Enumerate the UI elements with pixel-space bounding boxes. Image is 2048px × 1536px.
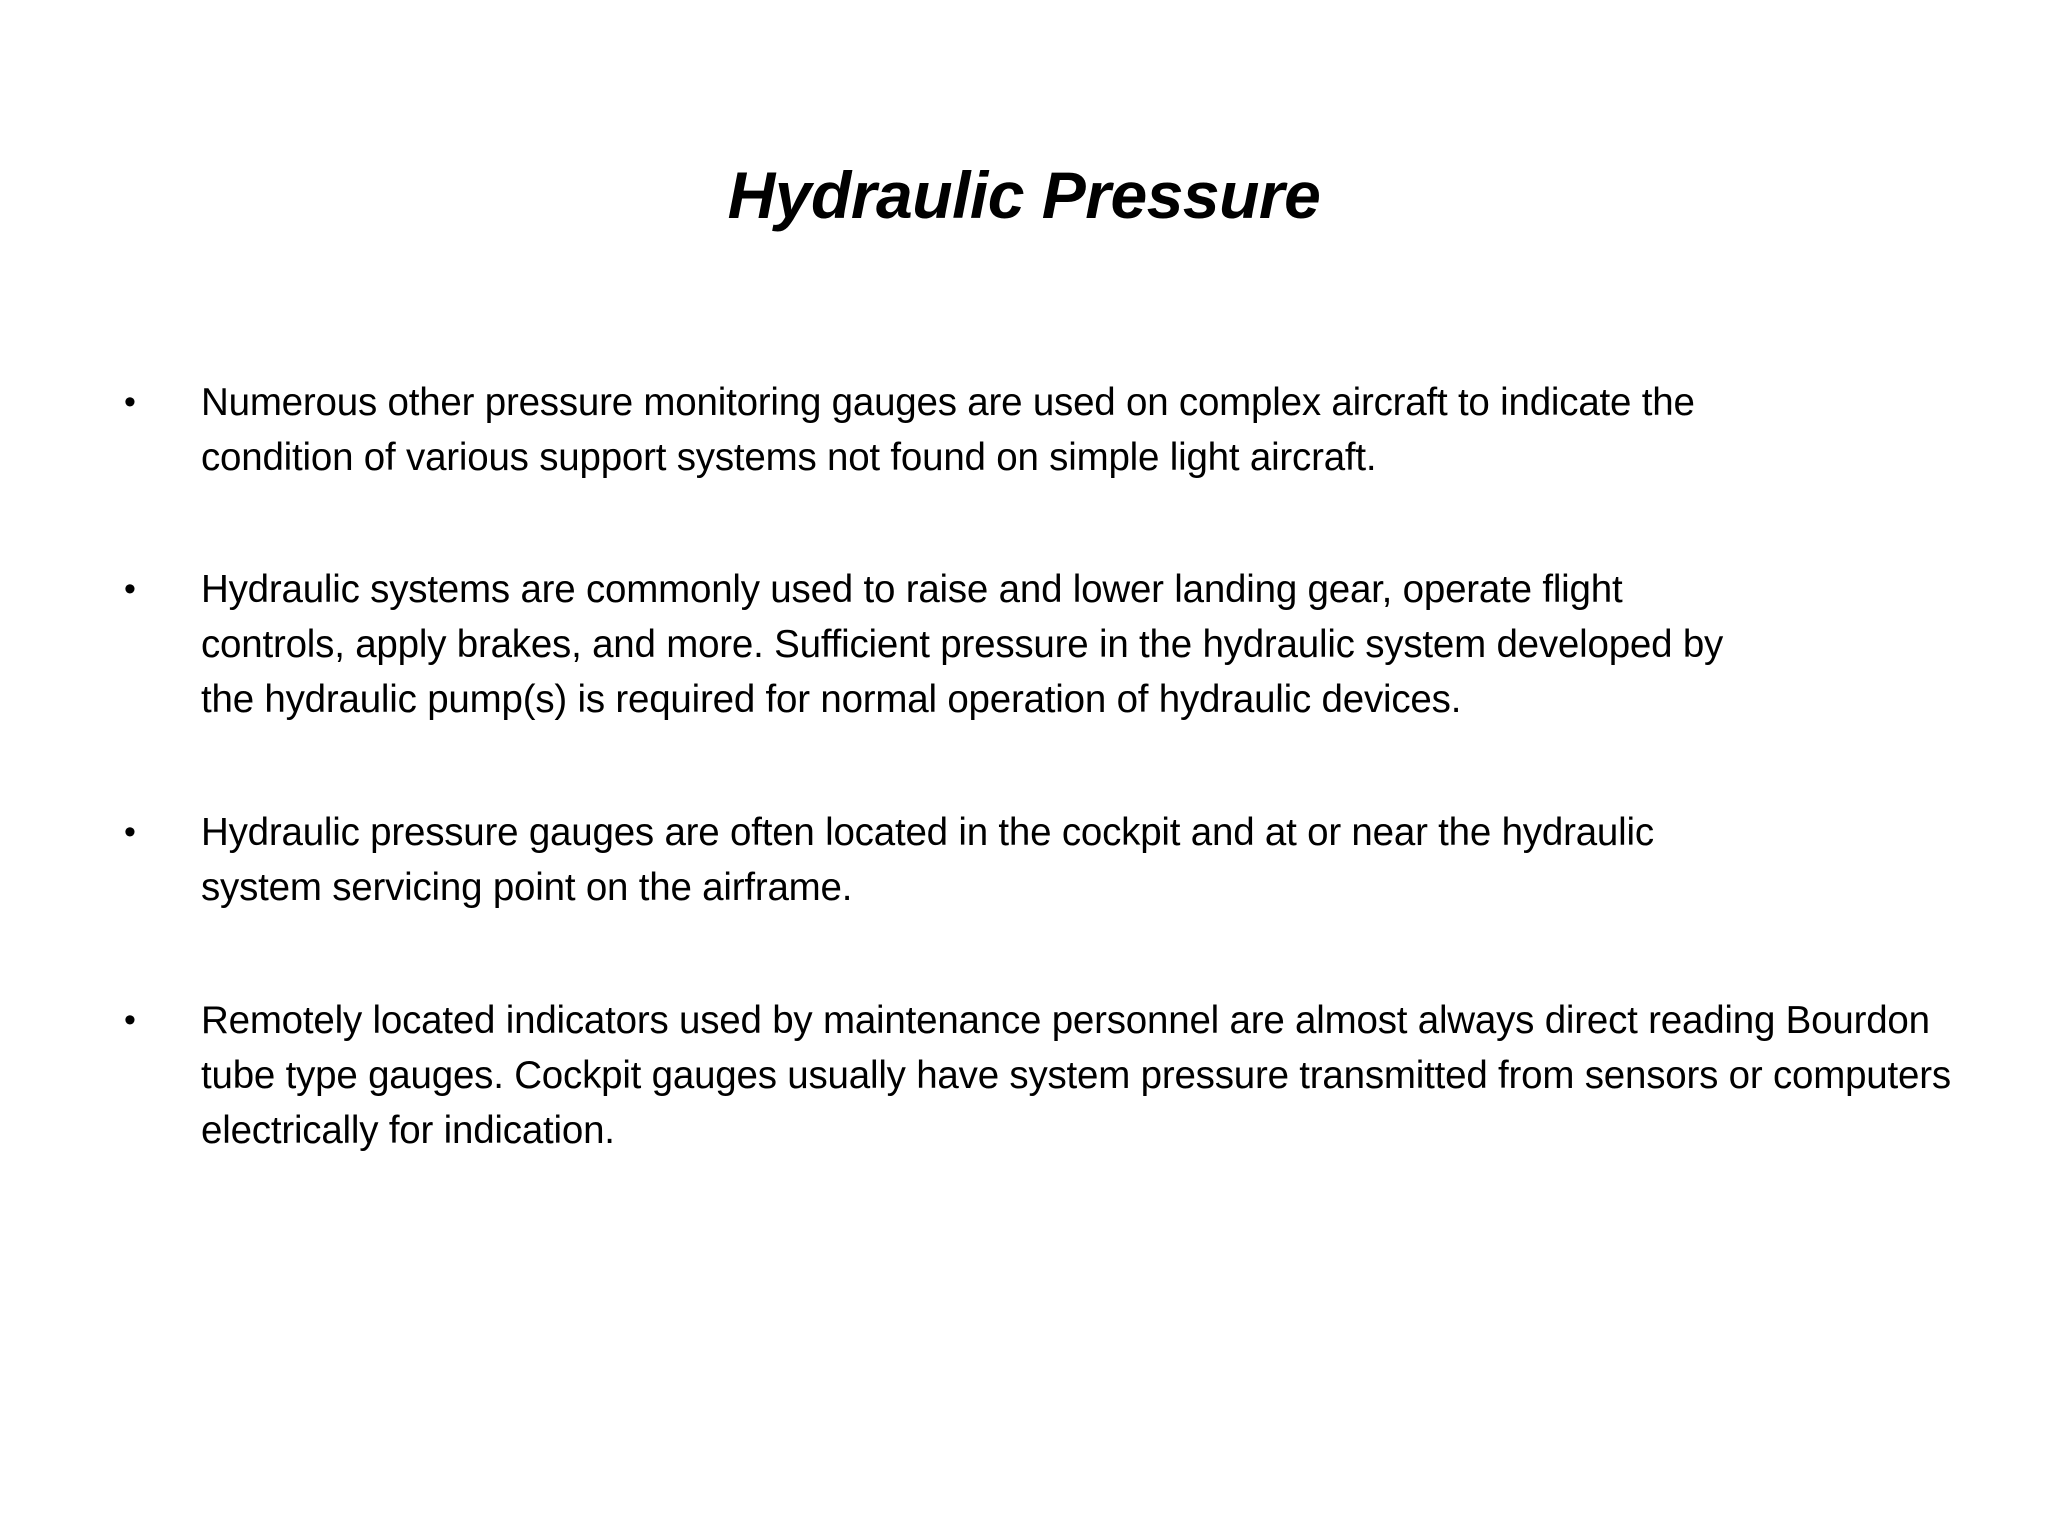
bullet-text: Hydraulic pressure gauges are often located in the cockpit and at or near the hydraulic system servicing point on the airframe. (201, 811, 1654, 909)
slide-title: Hydraulic Pressure (727, 158, 1321, 232)
bullet-item (0, 375, 1745, 485)
bullet-text: Remotely located indicators used by maintenance personnel are almost always direct reading Bourdon tube type gauges. Cockpit gauges usually have system pressure transmitted from sensors or computers electrically for indication. (201, 999, 1951, 1152)
bullet-dot-icon: • (124, 813, 136, 851)
bullet-dot-icon: • (124, 1001, 136, 1039)
bullet-item (0, 805, 1745, 915)
bullet-dot-icon: • (124, 383, 136, 421)
bullet-dot-icon: • (124, 570, 136, 608)
bullet-text: Hydraulic systems are commonly used to raise and lower landing gear, operate flight controls, apply brakes, and more. Sufficient pressure in the hydraulic system developed by the hydraulic pump(s) is required for normal operation of hydraulic devices. (201, 568, 1724, 721)
bullet-text: Numerous other pressure monitoring gauges are used on complex aircraft to indicate the condition of various support systems not found on simple light aircraft. (201, 381, 1695, 479)
bullet-item (0, 993, 1990, 1158)
bullet-list (0, 375, 2048, 1233)
bullet-item (0, 562, 1745, 727)
